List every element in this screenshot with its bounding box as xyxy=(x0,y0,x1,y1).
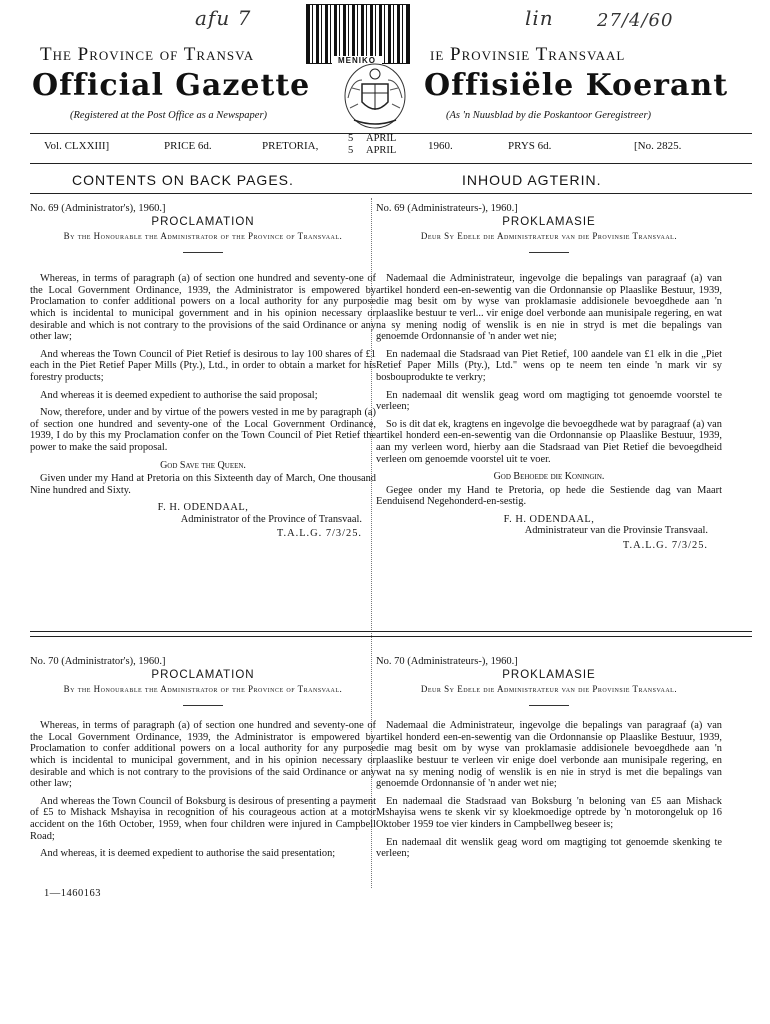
signatory-title: Administrator of the Province of Transvaal. xyxy=(180,513,362,525)
print-code: 1—1460163 xyxy=(44,888,101,899)
handwriting-date: 27/4/60 xyxy=(597,10,674,31)
reference-number: T.A.L.G. 7/3/25. xyxy=(276,528,362,540)
notice-number: No. 69 (Administrateurs-), 1960.] xyxy=(376,203,518,214)
short-rule xyxy=(183,705,223,706)
gazette-title-afrikaans: Offisiële Koerant xyxy=(424,68,729,103)
paragraph: So is dit dat ek, kragtens en ingevolge die bevoegdhede wat by paragraaf (a) van artikel honderd een-en-sewentig van die Ordonnansie op Plaaslike Bestuur, 1939, aan my verleen word, hierby aan die Stadsraad van Piet Retief die bevoegdheid verleen om genoemde voorstel uit te voer. xyxy=(376,418,722,465)
paragraph: Whereas, in terms of paragraph (a) of section one hundred and seventy-one of the Local Government Ordinance, 1939, the Administrator is empowered by Proclamation to confer additional powers on a local authority for any purpose which is incidental to municipal government and in his opinion necessary or desirable and which is not contrary to the provisions of the said Ordinance or any other law; xyxy=(30,273,376,343)
contents-note-afrikaans: INHOUD AGTERIN. xyxy=(462,172,602,188)
volume-number: Vol. CLXXIII] xyxy=(44,140,110,152)
short-rule xyxy=(183,252,223,253)
by-line: Deur Sy Edele die Administrateur van die Provinsie Transvaal. xyxy=(420,231,678,242)
short-rule xyxy=(529,252,569,253)
by-line: By the Honourable the Administrator of the Province of Transvaal. xyxy=(63,684,343,695)
barcode-stamp xyxy=(306,4,410,64)
paragraph: En nademaal die Stadsraad van Piet Retief, 100 aandele van £1 elk in die „Piet Retief Paper Mills (Pty.), Ltd." wens op te neem ten einde 'n mark vir sy bosbouprodukte te verkry; xyxy=(376,348,722,383)
proclamation-69-english xyxy=(30,203,376,540)
issue-year: 1960. xyxy=(428,140,453,152)
paragraph: En nademaal dit wenslik geag word om magtiging tot genoemde skenking te verleen; xyxy=(376,836,722,860)
paragraph: Whereas, in terms of paragraph (a) of section one hundred and seventy-one of the Local Government Ordinance, 1939, the Administrator is empowered by Proclamation to confer additional powers on a local authority for any purpose which is incidental to municipal government, and in his opinion necessary or desirable and which is not contrary to the provisions of the said Ordinance or any other law; xyxy=(30,720,376,790)
by-line: Deur Sy Edele die Administrateur van die Provinsie Transvaal. xyxy=(420,684,678,695)
day-english: 5 xyxy=(348,133,354,144)
issue-month xyxy=(366,133,396,157)
god-save-line: God Save the Queen. xyxy=(160,459,246,471)
handwriting-left: afu 7 xyxy=(195,6,252,30)
rule-below-info xyxy=(30,163,752,164)
rule-below-contents xyxy=(30,193,752,194)
price-afrikaans: PRYS 6d. xyxy=(508,140,552,152)
gazette-title-english: Official Gazette xyxy=(32,68,311,103)
paragraph: And whereas it is deemed expedient to authorise the said proposal; xyxy=(40,389,318,401)
issue-day xyxy=(348,133,353,157)
by-line: By the Honourable the Administrator of the Province of Transvaal. xyxy=(63,231,343,242)
reference-number: T.A.L.G. 7/3/25. xyxy=(622,540,708,552)
paragraph: Nademaal die Administrateur, ingevolge die bepalings van paragraaf (a) van artikel honderd een-en-sewentig van die Ordonnansie op Plaaslike Bestuur, 1939, die mag besit om by wyse van proklamasie addisionele bevoegdhede aan 'n plaaslike bestuur te verl... vir enige doel verbonde aan munisipale regering, en wat na sy mening nodig of wenslik is en nie in stryd is met die bepalings van genoemde Ordonnansie of 'n ander wet nie; xyxy=(376,273,722,343)
proclamation-title: PROKLAMASIE xyxy=(502,668,596,681)
signatory-name: F. H. ODENDAAL, xyxy=(503,513,595,525)
publication-city: PRETORIA, xyxy=(262,140,319,152)
paragraph: En nademaal dit wenslik geag word om magtiging tot genoemde voorstel te verleen; xyxy=(376,389,722,413)
registration-note-english: (Registered at the Post Office as a Newspaper) xyxy=(70,110,268,121)
stamp-label: MENIKO xyxy=(332,56,382,65)
signatory-name: F. H. ODENDAAL, xyxy=(157,502,249,514)
paragraph: And whereas the Town Council of Piet Retief is desirous to lay 100 shares of £1 each in the Piet Retief Paper Mills (Pty.), Ltd., in order to obtain a market for his forestry products; xyxy=(30,348,376,383)
registration-note-afrikaans: (As 'n Nuusblad by die Poskantoor Geregistreer) xyxy=(446,110,652,121)
paragraph: Now, therefore, under and by virtue of the powers vested in me by paragraph (a) of section one hundred and seventy-one of the Local Government Ordinance, 1939, I do by this my Proclamation confer on the Town Council of Piet Retief the power to make the said proposal. xyxy=(30,407,376,453)
proclamation-70-english xyxy=(30,656,376,866)
proclamation-title: PROCLAMATION xyxy=(151,668,255,681)
handwritten-annotation xyxy=(195,2,755,42)
signatory-title: Administrateur van die Provinsie Transvaal. xyxy=(524,525,708,537)
paragraph: And whereas the Town Council of Boksburg is desirous of presenting a payment of £5 to Mishack Mshayisa in recognition of his courageous action at a motor accident on the 16th October, 1959, when four children were injured in Campbell Road; xyxy=(30,795,376,842)
province-title-afrikaans: ie Provinsie Transvaal xyxy=(430,44,626,65)
notice-number: No. 70 (Administrateurs-), 1960.] xyxy=(376,656,518,667)
short-rule xyxy=(529,705,569,706)
given-line: Given under my Hand at Pretoria on this Sixteenth day of March, One thousand Nine hundred and Sixty. xyxy=(30,473,376,496)
god-save-line: God Behoede die Koningin. xyxy=(493,471,605,483)
notice-number: No. 69 (Administrator's), 1960.] xyxy=(30,203,166,214)
notice-number: No. 70 (Administrator's), 1960.] xyxy=(30,656,166,667)
issue-info-bar xyxy=(0,130,770,160)
issue-number: [No. 2825. xyxy=(634,140,682,152)
paragraph: And whereas, it is deemed expedient to authorise the said presentation; xyxy=(40,848,336,860)
paragraph: En nademaal die Stadsraad van Boksburg 'n beloning van £5 aan Mishack Mshayisa wens te skenk vir sy kloekmoedige optrede by 'n motorongeluk op 16 Oktober 1959 toe vier kinders in Campbellweg beseer is; xyxy=(376,795,722,830)
contents-note-english: CONTENTS ON BACK PAGES. xyxy=(72,172,294,188)
price-english: PRICE 6d. xyxy=(164,140,212,152)
proclamation-title: PROCLAMATION xyxy=(151,215,255,228)
notice-separator-bottom xyxy=(30,636,752,637)
proclamation-69-afrikaans xyxy=(376,203,722,552)
handwriting-right: lin xyxy=(525,6,554,30)
given-line: Gegee onder my Hand te Pretoria, op hede die Sestiende dag van Maart Eenduisend Negehonderd-en-sestig. xyxy=(376,484,722,508)
day-afrikaans: 5 xyxy=(348,145,354,156)
province-title-english: The Province of Transva xyxy=(40,44,255,65)
proclamation-title: PROKLAMASIE xyxy=(502,215,596,228)
proclamation-70-afrikaans xyxy=(376,656,722,866)
coat-of-arms-icon xyxy=(338,58,412,132)
month-afrikaans: APRIL xyxy=(366,145,397,156)
paragraph: Nademaal die Administrateur, ingevolge die bepalings van paragraaf (a) van artikel honderd een-en-sewentig van die Ordonnansie op Plaaslike Bestuur, 1939, die mag besit om by wyse van proklamasie addisionele bevoegdhede aan 'n plaaslike bestuur te verleen vir enige doel verbonde aan munisipale regering, en wat na sy mening nodig of wenslik is en nie in stryd is met die bepalings van genoemde Ordonnansie of 'n ander wet nie; xyxy=(376,720,722,790)
notice-separator-top xyxy=(30,631,752,632)
month-english: APRIL xyxy=(366,133,397,144)
